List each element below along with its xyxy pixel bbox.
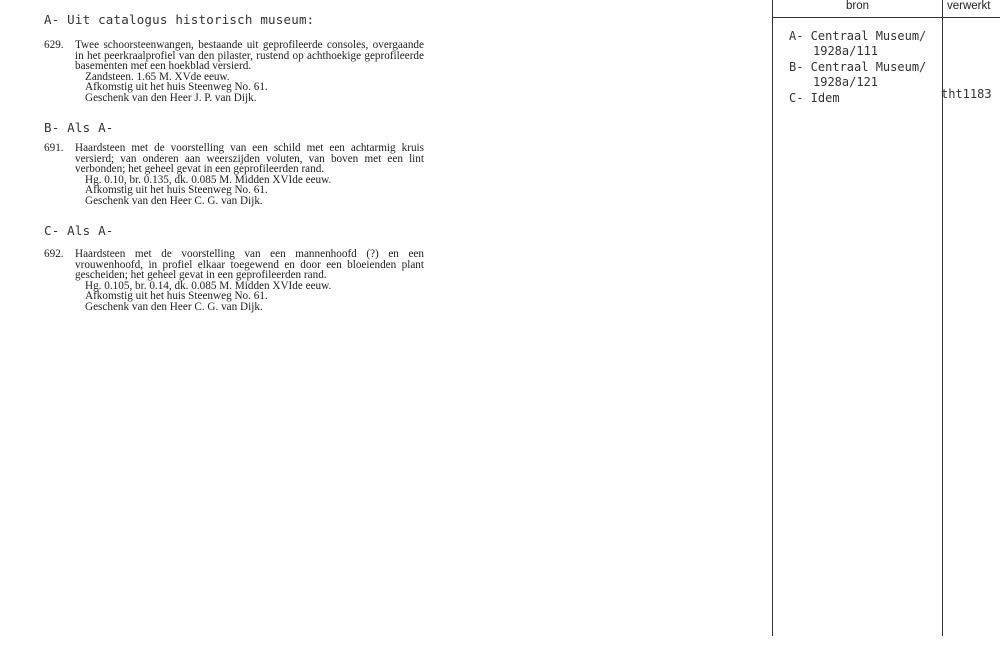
bron-entry-c-label: C- Idem bbox=[789, 90, 840, 105]
verwerkt-value: tht1183 bbox=[941, 87, 992, 101]
entry-description: Twee schoorsteenwangen, bestaande uit geprofileerde consoles, overgaande in het peerkraalprofiel van den pilaster, rustend op achthoekige geprofileerde basementen met een hoekblad versierd. bbox=[75, 39, 424, 73]
entry-provenance-line: Afkomstig uit het huis Steenweg No. 61. bbox=[85, 184, 268, 197]
entry-number: 629. bbox=[44, 39, 64, 51]
entry-number: 691. bbox=[44, 142, 64, 154]
bron-column-left-border bbox=[772, 0, 773, 636]
bron-column-header: bron bbox=[845, 0, 870, 12]
entry-donor-line: Geschenk van den Heer C. G. van Dijk. bbox=[85, 194, 263, 207]
section-b-heading: B- Als A- bbox=[44, 120, 114, 135]
entry-material-line: Zandsteen. 1.65 M. XVde eeuw. bbox=[85, 70, 230, 83]
catalog-entry-691 bbox=[44, 143, 424, 207]
entry-donor-line: Geschenk van den Heer C. G. van Dijk. bbox=[85, 300, 263, 313]
entry-dimensions-line: Hg. 0.105, br. 0.14, dk. 0.085 M. Midden XVIde eeuw. bbox=[85, 279, 332, 292]
entry-description: Haardsteen met de voorstelling van een mannenhoofd (?) en een vrouwenhoofd, in profiel elkaar toegewend en door een bloeienden plant gescheiden; het geheel gevat in een geprofileerden rand. bbox=[75, 248, 424, 282]
entry-provenance-line: Afkomstig uit het huis Steenweg No. 61. bbox=[85, 290, 268, 303]
bron-entry-a-ref: 1928a/111 bbox=[813, 44, 879, 59]
bron-list bbox=[789, 29, 926, 106]
entry-dimensions-line: Hg. 0.10, br. 0.135, dk. 0.085 M. Midden XVIde eeuw. bbox=[85, 173, 332, 186]
entry-donor-line: Geschenk van den Heer J. P. van Dijk. bbox=[85, 91, 257, 104]
section-a-heading: A- Uit catalogus historisch museum: bbox=[44, 12, 315, 27]
bron-entry-b-ref: 1928a/121 bbox=[813, 75, 879, 90]
entry-description: Haardsteen met de voorstelling van een schild met een achtarmig kruis versierd; van onderen aan weerszijden voluten, van boven met een lint verbonden; het geheel gevat in een geprofileerden rand. bbox=[75, 142, 424, 176]
entry-number: 692. bbox=[44, 248, 64, 260]
catalog-entry-692 bbox=[44, 249, 424, 313]
verwerkt-column-header: verwerkt bbox=[947, 0, 991, 12]
column-header-divider bbox=[772, 17, 1000, 18]
section-c-heading: C- Als A- bbox=[44, 223, 114, 238]
entry-provenance-line: Afkomstig uit het huis Steenweg No. 61. bbox=[85, 81, 268, 94]
bron-entry-a-label: A- Centraal Museum/ bbox=[789, 29, 927, 43]
bron-entry-b-label: B- Centraal Museum/ bbox=[789, 59, 927, 74]
catalog-entry-629 bbox=[44, 40, 424, 104]
